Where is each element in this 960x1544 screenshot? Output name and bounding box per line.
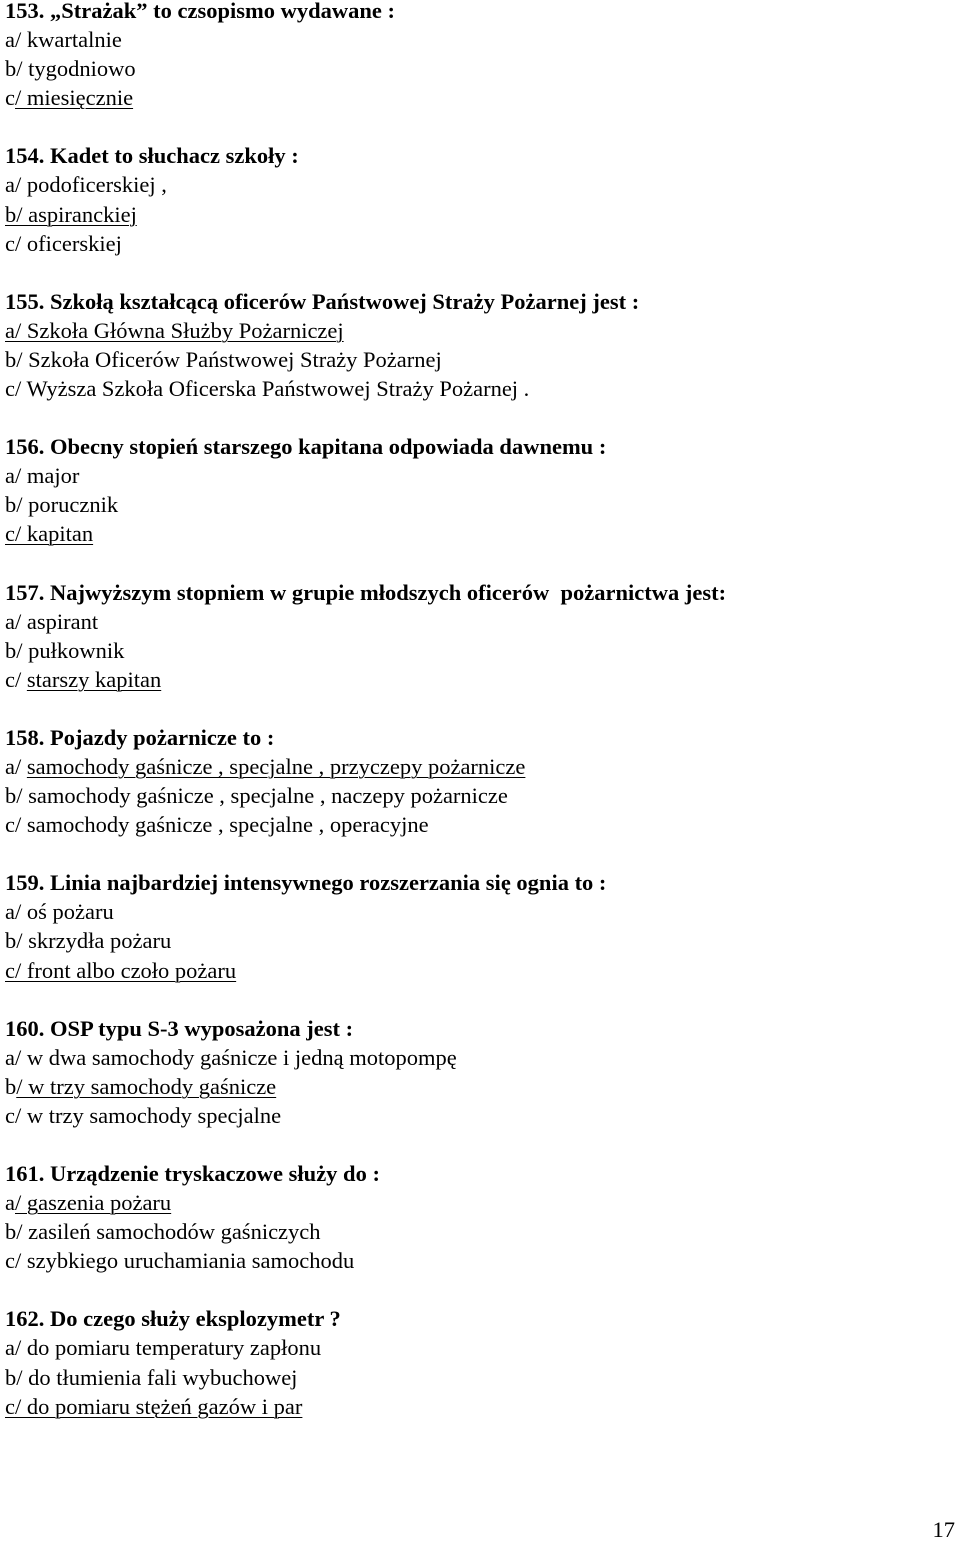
question-title: 162. Do czego służy eksplozymetr ? <box>5 1306 341 1332</box>
answer-prefix: a/ <box>5 753 27 779</box>
answer-option <box>5 519 955 548</box>
answer-text: a/ major <box>5 463 80 489</box>
answer-text: b/ pułkownik <box>5 637 125 663</box>
answer-text: a/ podoficerskiej , <box>5 172 167 198</box>
answer-text: c/ Wyższa Szkoła Oficerska Państwowej Straży Pożarnej . <box>5 376 530 402</box>
answer-option <box>5 1333 955 1362</box>
answer-option <box>5 1217 955 1246</box>
answer-option <box>5 490 955 519</box>
answer-option <box>5 170 955 199</box>
answer-option <box>5 926 955 955</box>
correct-answer-text: a/ Szkoła Główna Służby Pożarniczej <box>5 317 344 343</box>
question-title: 153. „Strażak” to czsopismo wydawane : <box>5 0 395 23</box>
correct-answer-text: starszy kapitan <box>26 666 162 692</box>
answer-text: c/ samochody gaśnicze , specjalne , operacyjne <box>5 812 429 838</box>
question-block <box>5 723 955 839</box>
answer-option <box>5 345 955 374</box>
answer-option <box>5 897 955 926</box>
answer-option <box>5 25 955 54</box>
answer-text: a/ aspirant <box>5 608 99 634</box>
answer-option <box>5 229 955 258</box>
question-title: 157. Najwyższym stopniem w grupie młodszych oficerów pożarnictwa jest: <box>5 579 727 605</box>
answer-option <box>5 1043 955 1072</box>
answer-text: b/ porucznik <box>5 492 119 518</box>
question-block <box>5 1304 955 1420</box>
question-block <box>5 432 955 548</box>
answer-text: a/ w dwa samochody gaśnicze i jedną motopompę <box>5 1044 457 1070</box>
answer-option <box>5 1072 955 1101</box>
correct-answer-text: c/ do pomiaru stężeń gazów i par <box>5 1393 303 1419</box>
question-title: 158. Pojazdy pożarnicze to : <box>5 724 275 750</box>
document-body <box>5 0 955 1450</box>
answer-text: c/ szybkiego uruchamiania samochodu <box>5 1248 355 1274</box>
answer-text: c/ oficerskiej <box>5 230 122 256</box>
answer-text: a/ oś pożaru <box>5 899 114 925</box>
question-block <box>5 287 955 403</box>
answer-option <box>5 1246 955 1275</box>
answer-option <box>5 316 955 345</box>
answer-option <box>5 956 955 985</box>
answer-option <box>5 781 955 810</box>
answer-text: b/ skrzydła pożaru <box>5 928 172 954</box>
correct-answer-text: / miesięcznie <box>15 85 134 111</box>
answer-text: b/ zasileń samochodów gaśniczych <box>5 1219 321 1245</box>
correct-answer-text: c/ front albo czoło pożaru <box>5 957 237 983</box>
correct-answer-text: / w trzy samochody gaśnicze <box>16 1073 277 1099</box>
question-block <box>5 141 955 257</box>
answer-option <box>5 636 955 665</box>
answer-prefix: a <box>5 1190 15 1216</box>
answer-text: b/ tygodniowo <box>5 56 136 82</box>
answer-text: b/ Szkoła Oficerów Państwowej Straży Pożarnej <box>5 346 442 372</box>
answer-text: b/ samochody gaśnicze , specjalne , naczepy pożarnicze <box>5 783 508 809</box>
answer-text: a/ do pomiaru temperatury zapłonu <box>5 1335 322 1361</box>
answer-option <box>5 1101 955 1130</box>
correct-answer-text: / gaszenia pożaru <box>15 1190 172 1216</box>
answer-option <box>5 200 955 229</box>
question-title: 154. Kadet to słuchacz szkoły : <box>5 143 299 169</box>
answer-prefix: c <box>5 85 15 111</box>
question-block <box>5 0 955 112</box>
answer-option <box>5 752 955 781</box>
answer-prefix: c/ <box>5 666 27 692</box>
correct-answer-text: b/ aspiranckiej <box>5 201 137 227</box>
answer-option <box>5 1363 955 1392</box>
answer-option <box>5 1392 955 1421</box>
question-title: 156. Obecny stopień starszego kapitana odpowiada dawnemu : <box>5 434 607 460</box>
question-title: 160. OSP typu S-3 wyposażona jest : <box>5 1015 354 1041</box>
answer-text: c/ w trzy samochody specjalne <box>5 1102 282 1128</box>
question-block <box>5 1014 955 1130</box>
question-block <box>5 1159 955 1275</box>
question-title: 155. Szkołą kształcącą oficerów Państwowej Straży Pożarnej jest : <box>5 288 640 314</box>
answer-text: b/ do tłumienia fali wybuchowej <box>5 1364 298 1390</box>
question-block <box>5 868 955 984</box>
answer-option <box>5 374 955 403</box>
answer-prefix: b <box>5 1073 17 1099</box>
answer-option <box>5 665 955 694</box>
answer-text: a/ kwartalnie <box>5 27 122 53</box>
answer-option <box>5 83 955 112</box>
answer-option <box>5 607 955 636</box>
page-number: 17 <box>932 1517 955 1542</box>
question-title: 161. Urządzenie tryskaczowe służy do : <box>5 1161 380 1186</box>
answer-option <box>5 1188 955 1217</box>
correct-answer-text: c/ kapitan <box>5 521 94 547</box>
answer-option <box>5 461 955 490</box>
answer-option <box>5 54 955 83</box>
correct-answer-text: samochody gaśnicze , specjalne , przyczepy pożarnicze <box>26 753 526 779</box>
question-block <box>5 578 955 694</box>
answer-option <box>5 810 955 839</box>
question-title: 159. Linia najbardziej intensywnego rozszerzania się ognia to : <box>5 870 607 896</box>
